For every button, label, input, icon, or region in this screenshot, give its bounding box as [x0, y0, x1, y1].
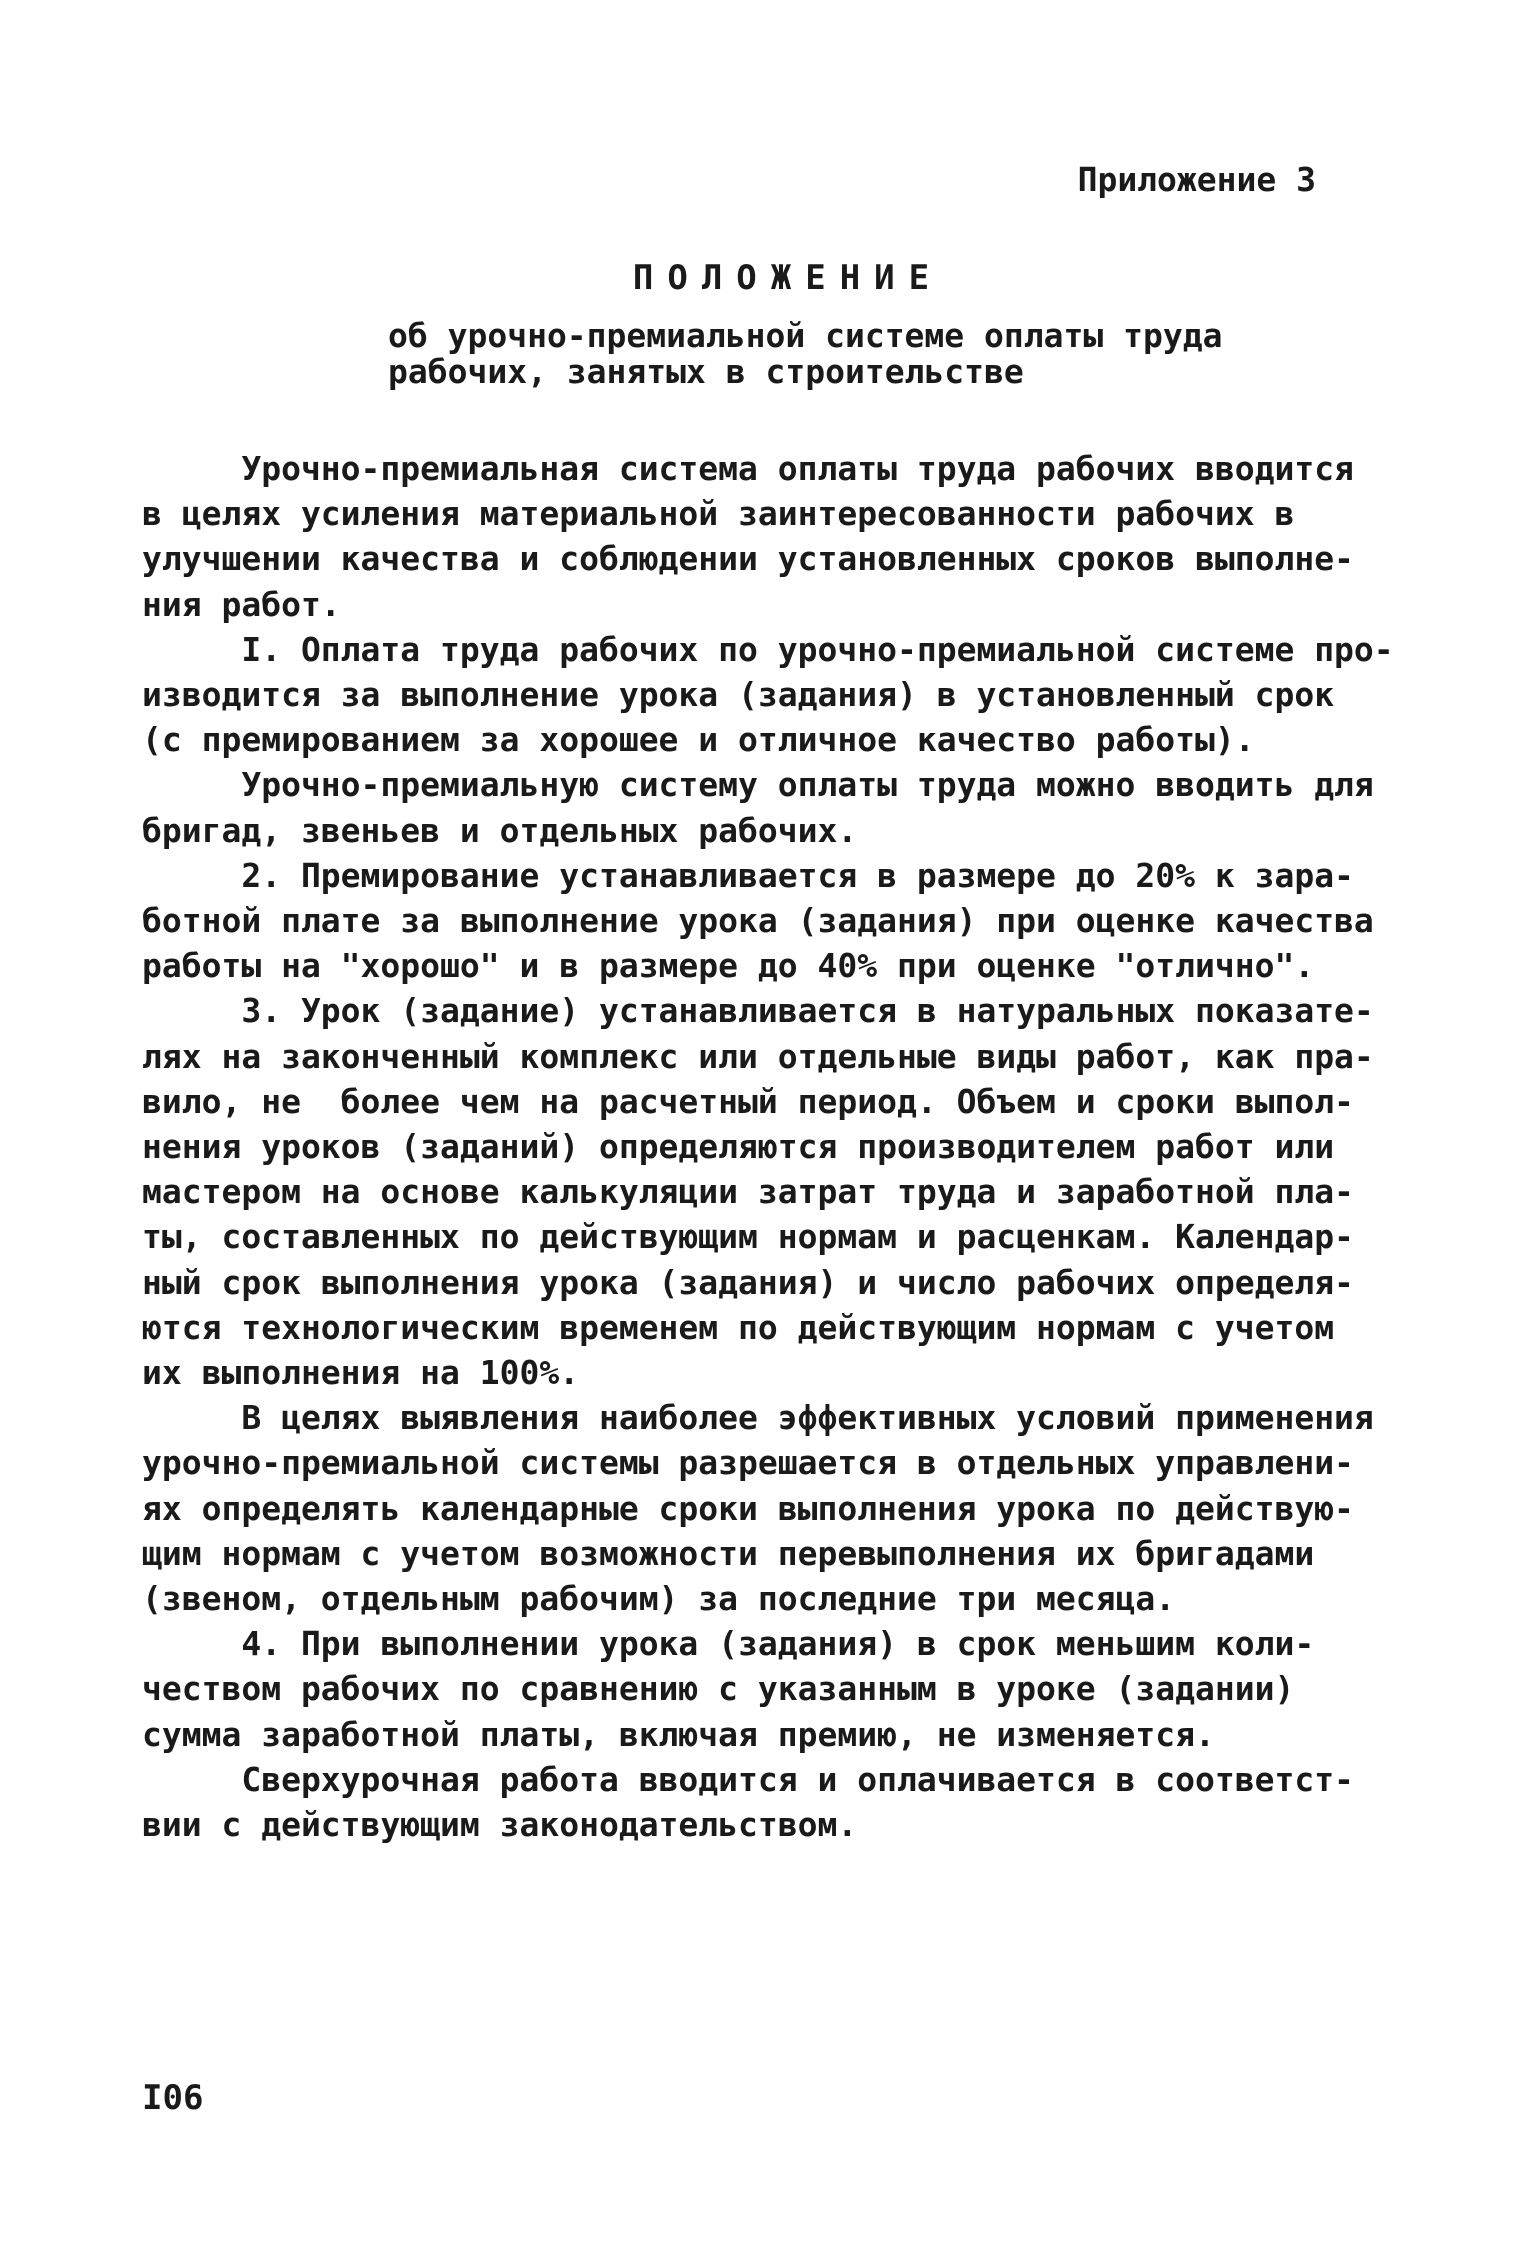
body-line: Сверхурочная работа вводится и оплачивается в соответст-: [142, 1759, 1354, 1799]
body-line: бригад, звеньев и отдельных рабочих.: [142, 810, 858, 850]
body-line: ются технологическим временем по действующим нормам с учетом: [142, 1307, 1335, 1347]
body-line: 2. Премирование устанавливается в размере до 20% к зара-: [142, 855, 1354, 895]
body-line: лях на законченный комплекс или отдельные виды работ, как пра-: [142, 1036, 1374, 1076]
body-line: 4. При выполнении урока (задания) в срок меньшим коли-: [142, 1624, 1315, 1664]
body-line: В целях выявления наиболее эффективных условий применения: [142, 1398, 1374, 1438]
document-body: [142, 446, 1432, 1847]
body-line: (звеном, отдельным рабочим) за последние три месяца.: [142, 1579, 1176, 1619]
body-line: работы на "хорошо" и в размере до 40% при оценке "отлично".: [142, 946, 1315, 986]
body-line: ботной плате за выполнение урока (задания) при оценке качества: [142, 901, 1374, 941]
subtitle-line-1: об урочно-премиальной системе оплаты труда: [388, 316, 1223, 355]
body-line: чеством рабочих по сравнению с указанным в уроке (задании): [142, 1669, 1295, 1709]
body-line: нения уроков (заданий) определяются производителем работ или: [142, 1127, 1335, 1167]
body-line: урочно-премиальной системы разрешается в отдельных управлени-: [142, 1443, 1354, 1483]
body-line: сумма заработной платы, включая премию, не изменяется.: [142, 1714, 1215, 1754]
body-line: ях определять календарные сроки выполнения урока по действую-: [142, 1488, 1354, 1528]
body-line: в целях усиления материальной заинтересованности рабочих в: [142, 494, 1295, 534]
body-line: (с премированием за хорошее и отличное качество работы).: [142, 720, 1255, 760]
body-line: мастером на основе калькуляции затрат труда и заработной пла-: [142, 1172, 1354, 1212]
body-line: Урочно-премиальную систему оплаты труда можно вводить для: [142, 765, 1374, 805]
body-line: щим нормам с учетом возможности перевыполнения их бригадами: [142, 1533, 1315, 1573]
body-line: 3. Урок (задание) устанавливается в натуральных показате-: [142, 991, 1374, 1031]
document-title: ПОЛОЖЕНИЕ: [632, 258, 944, 298]
body-line: Урочно-премиальная система оплаты труда рабочих вводится: [142, 449, 1354, 488]
body-line: изводится за выполнение урока (задания) в установленный срок: [142, 675, 1335, 715]
body-line: ния работ.: [142, 584, 341, 624]
appendix-label: Приложение 3: [1077, 160, 1316, 199]
body-line: вило, не более чем на расчетный период. Объем и сроки выпол-: [142, 1081, 1354, 1121]
body-line: вии с действующим законодательством.: [142, 1805, 858, 1845]
page-number: I06: [142, 2078, 204, 2118]
body-line: I. Оплата труда рабочих по урочно-премиальной системе про-: [142, 629, 1394, 669]
document-subtitle: [388, 318, 1222, 390]
body-line: ты, составленных по действующим нормам и расценкам. Календар-: [142, 1217, 1354, 1257]
body-line: улучшении качества и соблюдении установленных сроков выполне-: [142, 539, 1354, 579]
body-line: их выполнения на 100%.: [142, 1353, 580, 1393]
subtitle-line-2: рабочих, занятых в строительстве: [388, 352, 1024, 391]
body-line: ный срок выполнения урока (задания) и число рабочих определя-: [142, 1262, 1354, 1302]
